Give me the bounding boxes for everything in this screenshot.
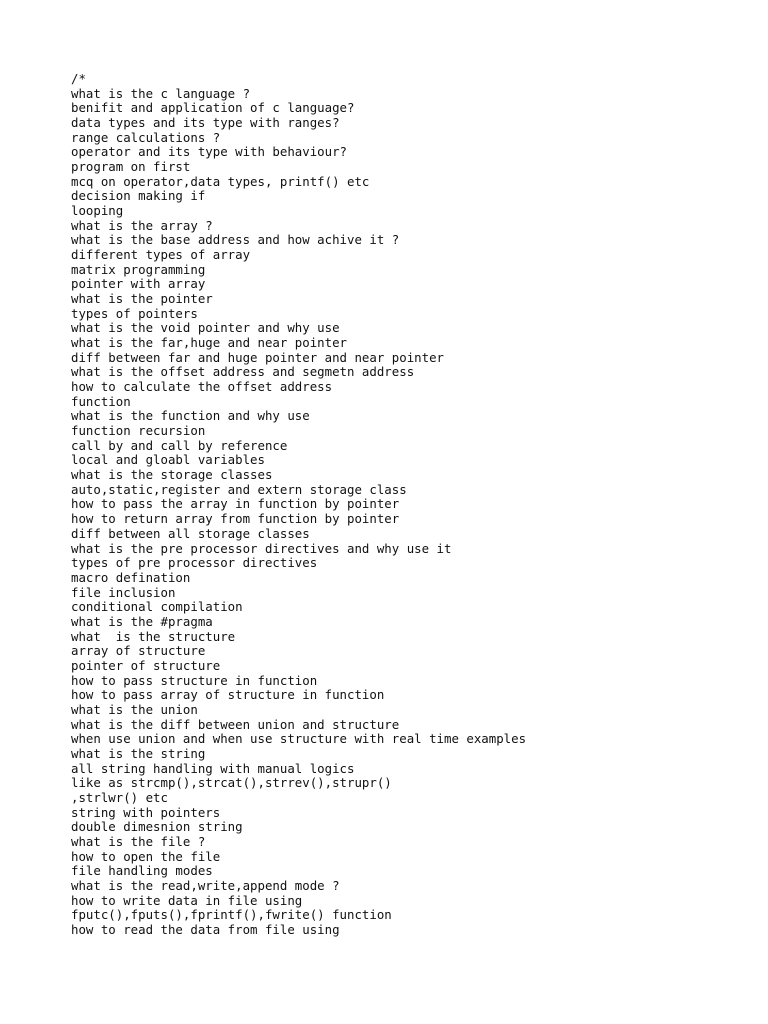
text-line: diff between all storage classes	[71, 525, 310, 541]
text-line: what is the read,write,append mode ?	[71, 877, 340, 893]
text-line: what is the string	[71, 745, 206, 761]
text-line: types of pre processor directives	[71, 555, 318, 571]
text-line: ,strlwr() etc	[71, 789, 168, 805]
text-line: macro defination	[71, 569, 191, 585]
text-line: operator and its type with behaviour?	[71, 144, 348, 160]
text-line: what is the offset address and segmetn address	[71, 364, 415, 380]
text-line: file handling modes	[71, 863, 213, 879]
text-line: function	[71, 393, 131, 409]
text-line: file inclusion	[71, 584, 176, 600]
text-line: like as strcmp(),strcat(),strrev(),strupr()	[71, 775, 392, 791]
text-line: what is the function and why use	[71, 408, 310, 424]
text-line: looping	[71, 203, 124, 219]
text-line: how to pass the array in function by pointer	[71, 496, 400, 512]
text-line: pointer of structure	[71, 657, 221, 673]
text-line: all string handling with manual logics	[71, 760, 355, 776]
text-line: how to pass structure in function	[71, 672, 318, 688]
text-line: different types of array	[71, 247, 251, 263]
text-line: how to open the file	[71, 848, 221, 864]
text-line: string with pointers	[71, 804, 221, 820]
text-line: what is the structure	[71, 628, 236, 644]
text-line: what is the void pointer and why use	[71, 320, 340, 336]
text-line: how to write data in file using	[71, 892, 303, 908]
text-line: what is the c language ?	[71, 85, 251, 101]
text-line: what is the union	[71, 701, 198, 717]
text-line: how to read the data from file using	[71, 921, 340, 937]
text-line: mcq on operator,data types, printf() etc	[71, 173, 370, 189]
text-line: data types and its type with ranges?	[71, 115, 340, 131]
text-line: function recursion	[71, 423, 206, 439]
text-line: benifit and application of c language?	[71, 100, 355, 116]
text-line: what is the base address and how achive it ?	[71, 232, 400, 248]
text-line: what is the file ?	[71, 833, 206, 849]
text-line: array of structure	[71, 643, 206, 659]
text-line: fputc(),fputs(),fprintf(),fwrite() function	[71, 907, 392, 923]
text-line: when use union and when use structure with real time examples	[71, 731, 527, 747]
text-line: double dimesnion string	[71, 819, 243, 835]
text-line: how to return array from function by pointer	[71, 511, 400, 527]
text-line: how to calculate the offset address	[71, 379, 333, 395]
text-line: pointer with array	[71, 276, 206, 292]
text-line: what is the pointer	[71, 291, 213, 307]
text-line: range calculations ?	[71, 129, 221, 145]
document-text	[71, 72, 526, 938]
text-line: what is the pre processor directives and why use it	[71, 540, 452, 556]
text-line: types of pointers	[71, 305, 198, 321]
text-line: decision making if	[71, 188, 206, 204]
text-line: what is the array ?	[71, 217, 213, 233]
text-line: local and gloabl variables	[71, 452, 265, 468]
text-line: what is the #pragma	[71, 613, 213, 629]
text-line: program on first	[71, 159, 191, 175]
text-line: matrix programming	[71, 261, 206, 277]
text-line: conditional compilation	[71, 599, 243, 615]
text-line: diff between far and huge pointer and near pointer	[71, 349, 444, 365]
text-line: what is the far,huge and near pointer	[71, 335, 348, 351]
text-line: /*	[71, 71, 86, 86]
text-line: auto,static,register and extern storage class	[71, 481, 407, 497]
text-line: how to pass array of structure in function	[71, 687, 385, 703]
text-line: what is the storage classes	[71, 467, 273, 483]
text-line: what is the diff between union and structure	[71, 716, 400, 732]
text-line: call by and call by reference	[71, 437, 288, 453]
